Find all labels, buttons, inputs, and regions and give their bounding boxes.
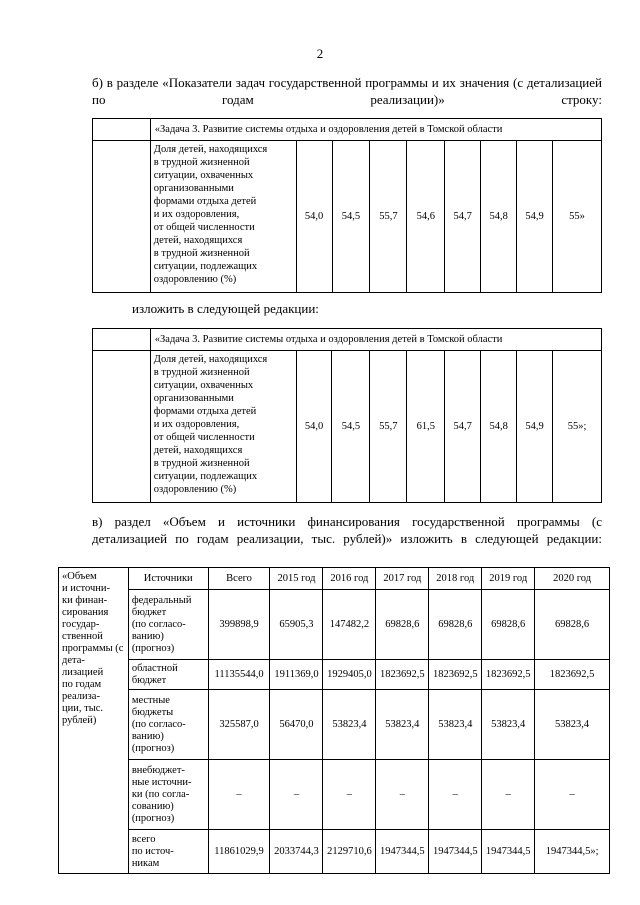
- value-cell: –: [429, 760, 482, 830]
- source-name: федеральный бюджет (по согласо- ванию) (прогноз): [128, 590, 208, 660]
- value-cell: –: [270, 760, 323, 830]
- table-row: [59, 830, 610, 874]
- section-b-text: б) в разделе «Показатели задач государственной программы и их значения (с детализацией по годам реализации)» строку:: [92, 75, 602, 107]
- source-name: внебюджет- ные источни- ки (по согла- сованию) (прогноз): [128, 760, 208, 830]
- value-cell: 54,7: [445, 141, 481, 293]
- value-cell: 69828,6: [535, 590, 610, 660]
- value-cell: 1823692,5: [482, 660, 535, 690]
- value-cell: 56470,0: [270, 690, 323, 760]
- indicator-table-new: [92, 328, 602, 503]
- empty-cell: [93, 329, 151, 351]
- value-cell: 54,8: [481, 141, 517, 293]
- value-cell: 54,8: [481, 351, 517, 503]
- value-cell: 1911369,0: [270, 660, 323, 690]
- indicator-description: Доля детей, находящихся в трудной жизненной ситуации, охваченных организованными формами отдыха детей и их оздоровления, от общей численности детей, находящихся в трудной жизненной ситуации, подлежащих оздоровлению (%): [150, 141, 296, 293]
- value-cell: 61,5: [407, 351, 445, 503]
- value-cell: 53823,4: [482, 690, 535, 760]
- header-year: 2015 год: [270, 568, 323, 590]
- header-year: 2017 год: [376, 568, 429, 590]
- value-cell: 2129710,6: [323, 830, 376, 874]
- table-row: [59, 690, 610, 760]
- header-year: 2019 год: [482, 568, 535, 590]
- value-cell: –: [208, 760, 270, 830]
- table-row: [59, 590, 610, 660]
- value-cell: 1823692,5: [429, 660, 482, 690]
- value-cell: 53823,4: [323, 690, 376, 760]
- value-cell: 54,0: [296, 141, 332, 293]
- value-cell: 54,6: [407, 141, 445, 293]
- value-cell: 1823692,5: [535, 660, 610, 690]
- value-cell: –: [482, 760, 535, 830]
- value-cell: 2033744,3: [270, 830, 323, 874]
- value-cell: 11861029,9: [208, 830, 270, 874]
- value-cell: 1929405,0: [323, 660, 376, 690]
- value-cell: 54,5: [332, 141, 370, 293]
- finance-table: [58, 567, 610, 874]
- header-year: 2020 год: [535, 568, 610, 590]
- value-cell: 325587,0: [208, 690, 270, 760]
- table-row: [59, 760, 610, 830]
- empty-cell: [93, 119, 151, 141]
- value-cell: 69828,6: [376, 590, 429, 660]
- value-cell: 1947344,5: [429, 830, 482, 874]
- header-year: 2016 год: [323, 568, 376, 590]
- task-title: «Задача 3. Развитие системы отдыха и оздоровления детей в Томской области: [150, 329, 601, 351]
- empty-cell: [93, 141, 151, 293]
- value-cell: 54,7: [445, 351, 481, 503]
- value-cell: –: [323, 760, 376, 830]
- value-cell: 53823,4: [535, 690, 610, 760]
- source-name: областной бюджет: [128, 660, 208, 690]
- replace-instruction: изложить в следующей редакции:: [132, 301, 319, 316]
- empty-cell: [93, 351, 151, 503]
- source-name: местные бюджеты (по согласо- ванию) (прогноз): [128, 690, 208, 760]
- value-cell: 55»: [553, 141, 602, 293]
- value-cell: 54,5: [332, 351, 370, 503]
- value-cell: 11135544,0: [208, 660, 270, 690]
- value-cell: 55»;: [553, 351, 602, 503]
- value-cell: 1823692,5: [376, 660, 429, 690]
- value-cell: 54,0: [296, 351, 332, 503]
- value-cell: 53823,4: [376, 690, 429, 760]
- value-cell: –: [376, 760, 429, 830]
- section-v-text: в) раздел «Объем и источники финансирования государственной программы (с детализацией по годам реализации, тыс. рублей)» изложить в следующей редакции:: [92, 514, 602, 546]
- page-number: 2: [316, 46, 324, 61]
- table-row: [59, 660, 610, 690]
- task-title: «Задача 3. Развитие системы отдыха и оздоровления детей в Томской области: [150, 119, 601, 141]
- indicator-description: Доля детей, находящихся в трудной жизненной ситуации, охваченных организованными формами отдыха детей и их оздоровления, от общей численности детей, находящихся в трудной жизненной ситуации, подлежащих оздоровлению (%): [150, 351, 296, 503]
- header-year: 2018 год: [429, 568, 482, 590]
- source-name: всего по источ- никам: [128, 830, 208, 874]
- finance-label: «Объем и источни- ки финан- сирования государ- ственной программы (с дета- лизацией по годам реализа- ции, тыс. рублей): [59, 568, 129, 874]
- value-cell: 69828,6: [482, 590, 535, 660]
- value-cell: 399898,9: [208, 590, 270, 660]
- value-cell: 54,9: [517, 141, 553, 293]
- value-cell: 1947344,5»;: [535, 830, 610, 874]
- value-cell: 1947344,5: [482, 830, 535, 874]
- value-cell: 147482,2: [323, 590, 376, 660]
- value-cell: 53823,4: [429, 690, 482, 760]
- value-cell: 1947344,5: [376, 830, 429, 874]
- indicator-table-old: [92, 118, 602, 293]
- value-cell: 69828,6: [429, 590, 482, 660]
- value-cell: 55,7: [370, 351, 407, 503]
- header-sources: Источники: [128, 568, 208, 590]
- value-cell: 65905,3: [270, 590, 323, 660]
- value-cell: –: [535, 760, 610, 830]
- value-cell: 55,7: [370, 141, 407, 293]
- header-total: Всего: [208, 568, 270, 590]
- value-cell: 54,9: [517, 351, 553, 503]
